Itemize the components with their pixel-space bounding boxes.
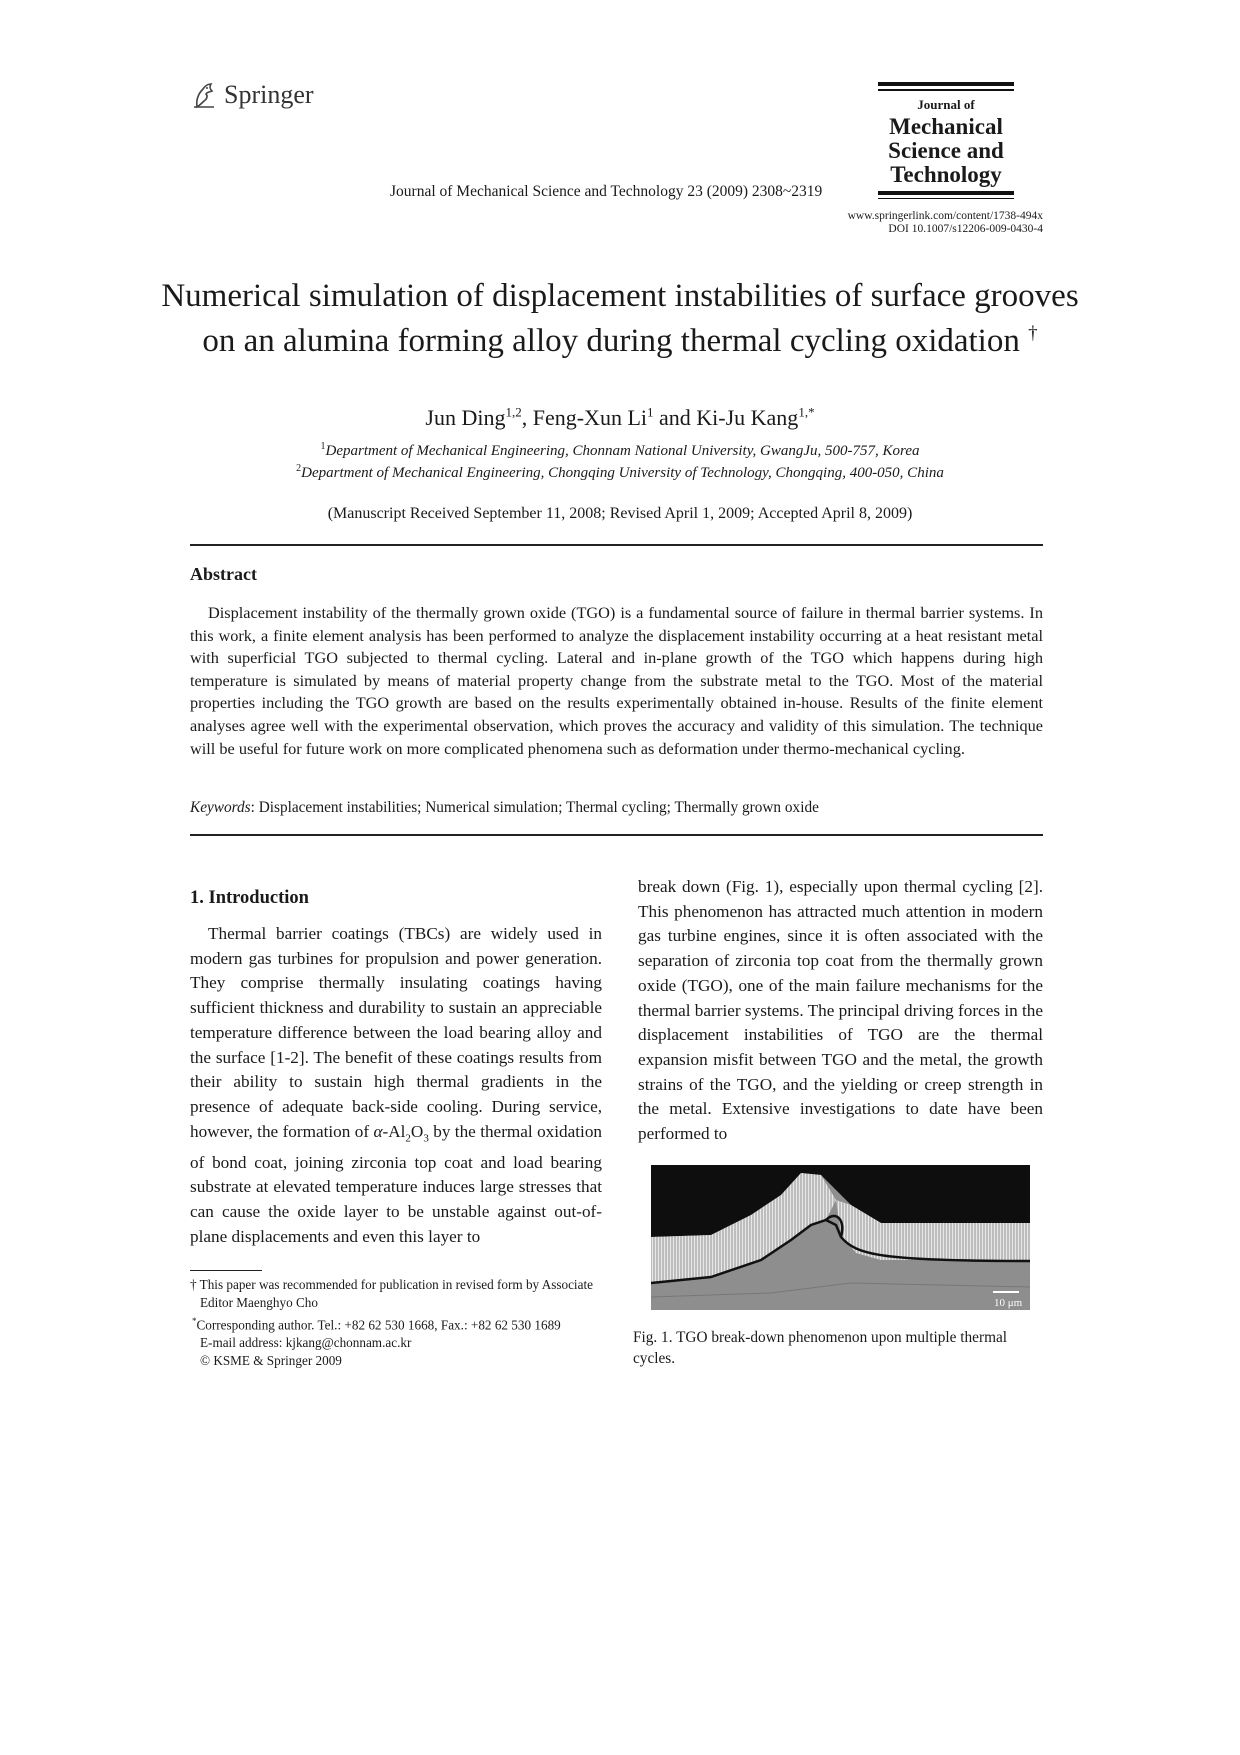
figure-1-micrograph: [651, 1165, 1030, 1310]
author-3: Ki-Ju Kang$^{1,*}$: [696, 405, 815, 431]
bottom-rule-thin: [878, 198, 1014, 200]
journal-name-line2: Science and: [888, 137, 1004, 163]
abstract-text: Displacement instability of the thermally grown oxide (TGO) is a fundamental source of failure in thermal barrier systems. In this work, a finite element analysis has been performed to analyze the displacement instability occurring at a heat resistant metal with superficial TGO subjected to thermal cycling. Lateral and in-plane growth of the TGO which happens during high temperature is simulated by means of material property change from the substrate metal to the TGO. Most of the material properties including the TGO growth are based on the results experimentally obtained in-house. Results of the finite element analyses agree well with the experimental observation, which proves the accuracy and validity of this simulation. The technique will be useful for future work on more complicated phenomena such as deformation under thermo-mechanical cycling.: [190, 603, 1043, 758]
keywords-text: : Displacement instabilities; Numerical simulation; Thermal cycling; Thermally grown oxide: [250, 799, 819, 816]
footnote-rule: [190, 1270, 262, 1271]
journal-name-line3: Technology: [890, 161, 1002, 187]
author-list: [150, 405, 1090, 431]
footnote-email: E-mail address: kjkang@chonnam.ac.kr: [200, 1335, 412, 1351]
article-links: [780, 210, 1043, 236]
springer-horse-icon: [190, 80, 218, 110]
journal-name: [878, 115, 1014, 187]
top-rule-thin: [878, 89, 1014, 91]
figure-1-caption: Fig. 1. TGO break-down phenomenon upon multiple thermal cycles.: [633, 1329, 1008, 1367]
bottom-rule-thick: [878, 191, 1014, 195]
title-text: Numerical simulation of displacement instabilities of surface grooves on an alumina forming alloy during thermal cycling oxidation: [161, 278, 1079, 359]
divider-top: [190, 544, 1043, 546]
footnote-editor: † This paper was recommended for publication in revised form by Associate Editor Maenghyo Cho: [190, 1277, 593, 1310]
footnotes: [190, 1276, 602, 1370]
intro-paragraph-left: Thermal barrier coatings (TBCs) are widely used in modern gas turbines for propulsion and power generation. They comprise thermally insulating coatings having sufficient thickness and durability to sustain an appreciable temperature difference between the load bearing alloy and the surface [1-2]. The benefit of these coatings results from their ability to sustain high thermal gradients in the presence of adequate back-side cooling. During service, however, the formation of $\alpha-Al_2O_3$ by the thermal oxidation of bond coat, joining zirconia top coat and load bearing substrate at elevated temperature induces large stresses that can cause the oxide layer to be unstable against out-of-plane displacements and even this layer to: [190, 924, 603, 1246]
abstract-heading: Abstract: [190, 564, 257, 584]
scale-label: 10 μm: [994, 1297, 1023, 1309]
intro-paragraph-right: break down (Fig. 1), especially upon thermal cycling [2]. This phenomenon has attracted much attention in modern gas turbine engines, since it is often associated with the separation of zirconia top coat from the thermally grown oxide (TGO), one of the main failure mechanisms for the thermal barrier systems. The principal driving forces in the displacement instabilities of TGO are the thermal expansion misfit between TGO and the metal, the growth strains of the TGO, and the yielding or creep strength in the metal. Extensive investigations to date have been performed to: [638, 877, 1043, 1144]
affiliation-1: $^1$Department of Mechanical Engineering, Chonnam National University, GwangJu, 500-757, Korea: [320, 441, 920, 459]
springer-logo: [190, 80, 314, 110]
title-dagger: †: [1028, 323, 1038, 344]
journal-title-box: [878, 82, 1014, 199]
divider-bottom: [190, 834, 1043, 836]
publisher-name: Springer: [224, 80, 314, 109]
keywords: [190, 799, 1043, 817]
author-1: Jun Ding$^{1,2}$,: [425, 405, 533, 431]
manuscript-dates: (Manuscript Received September 11, 2008; Revised April 1, 2009; Accepted April 8, 2009): [327, 505, 913, 522]
footnote-copyright: © KSME & Springer 2009: [200, 1353, 342, 1369]
footnote-corresponding: *Corresponding author. Tel.: +82 62 530 1668, Fax.: +82 62 530 1689: [192, 1316, 561, 1333]
doi[interactable]: DOI 10.1007/s12206-009-0430-4: [888, 223, 1043, 235]
journal-name-line1: Mechanical: [889, 113, 1003, 139]
affiliation-2: $^2$Department of Mechanical Engineering, Chongqing University of Technology, Chongqing, 400-050, China: [296, 463, 944, 481]
author-2: Feng-Xun Li$^1$ and: [532, 405, 697, 431]
keywords-label: Keywords: [190, 799, 251, 816]
section-heading-introduction: 1. Introduction: [190, 888, 309, 908]
journal-citation: Journal of Mechanical Science and Technology 23 (2009) 2308~2319: [390, 183, 823, 200]
springerlink-url[interactable]: www.springerlink.com/content/1738-494x: [847, 210, 1043, 222]
journal-of-label: Journal of: [917, 96, 975, 112]
top-rule-thick: [878, 82, 1014, 86]
paper-title: [150, 278, 1090, 360]
